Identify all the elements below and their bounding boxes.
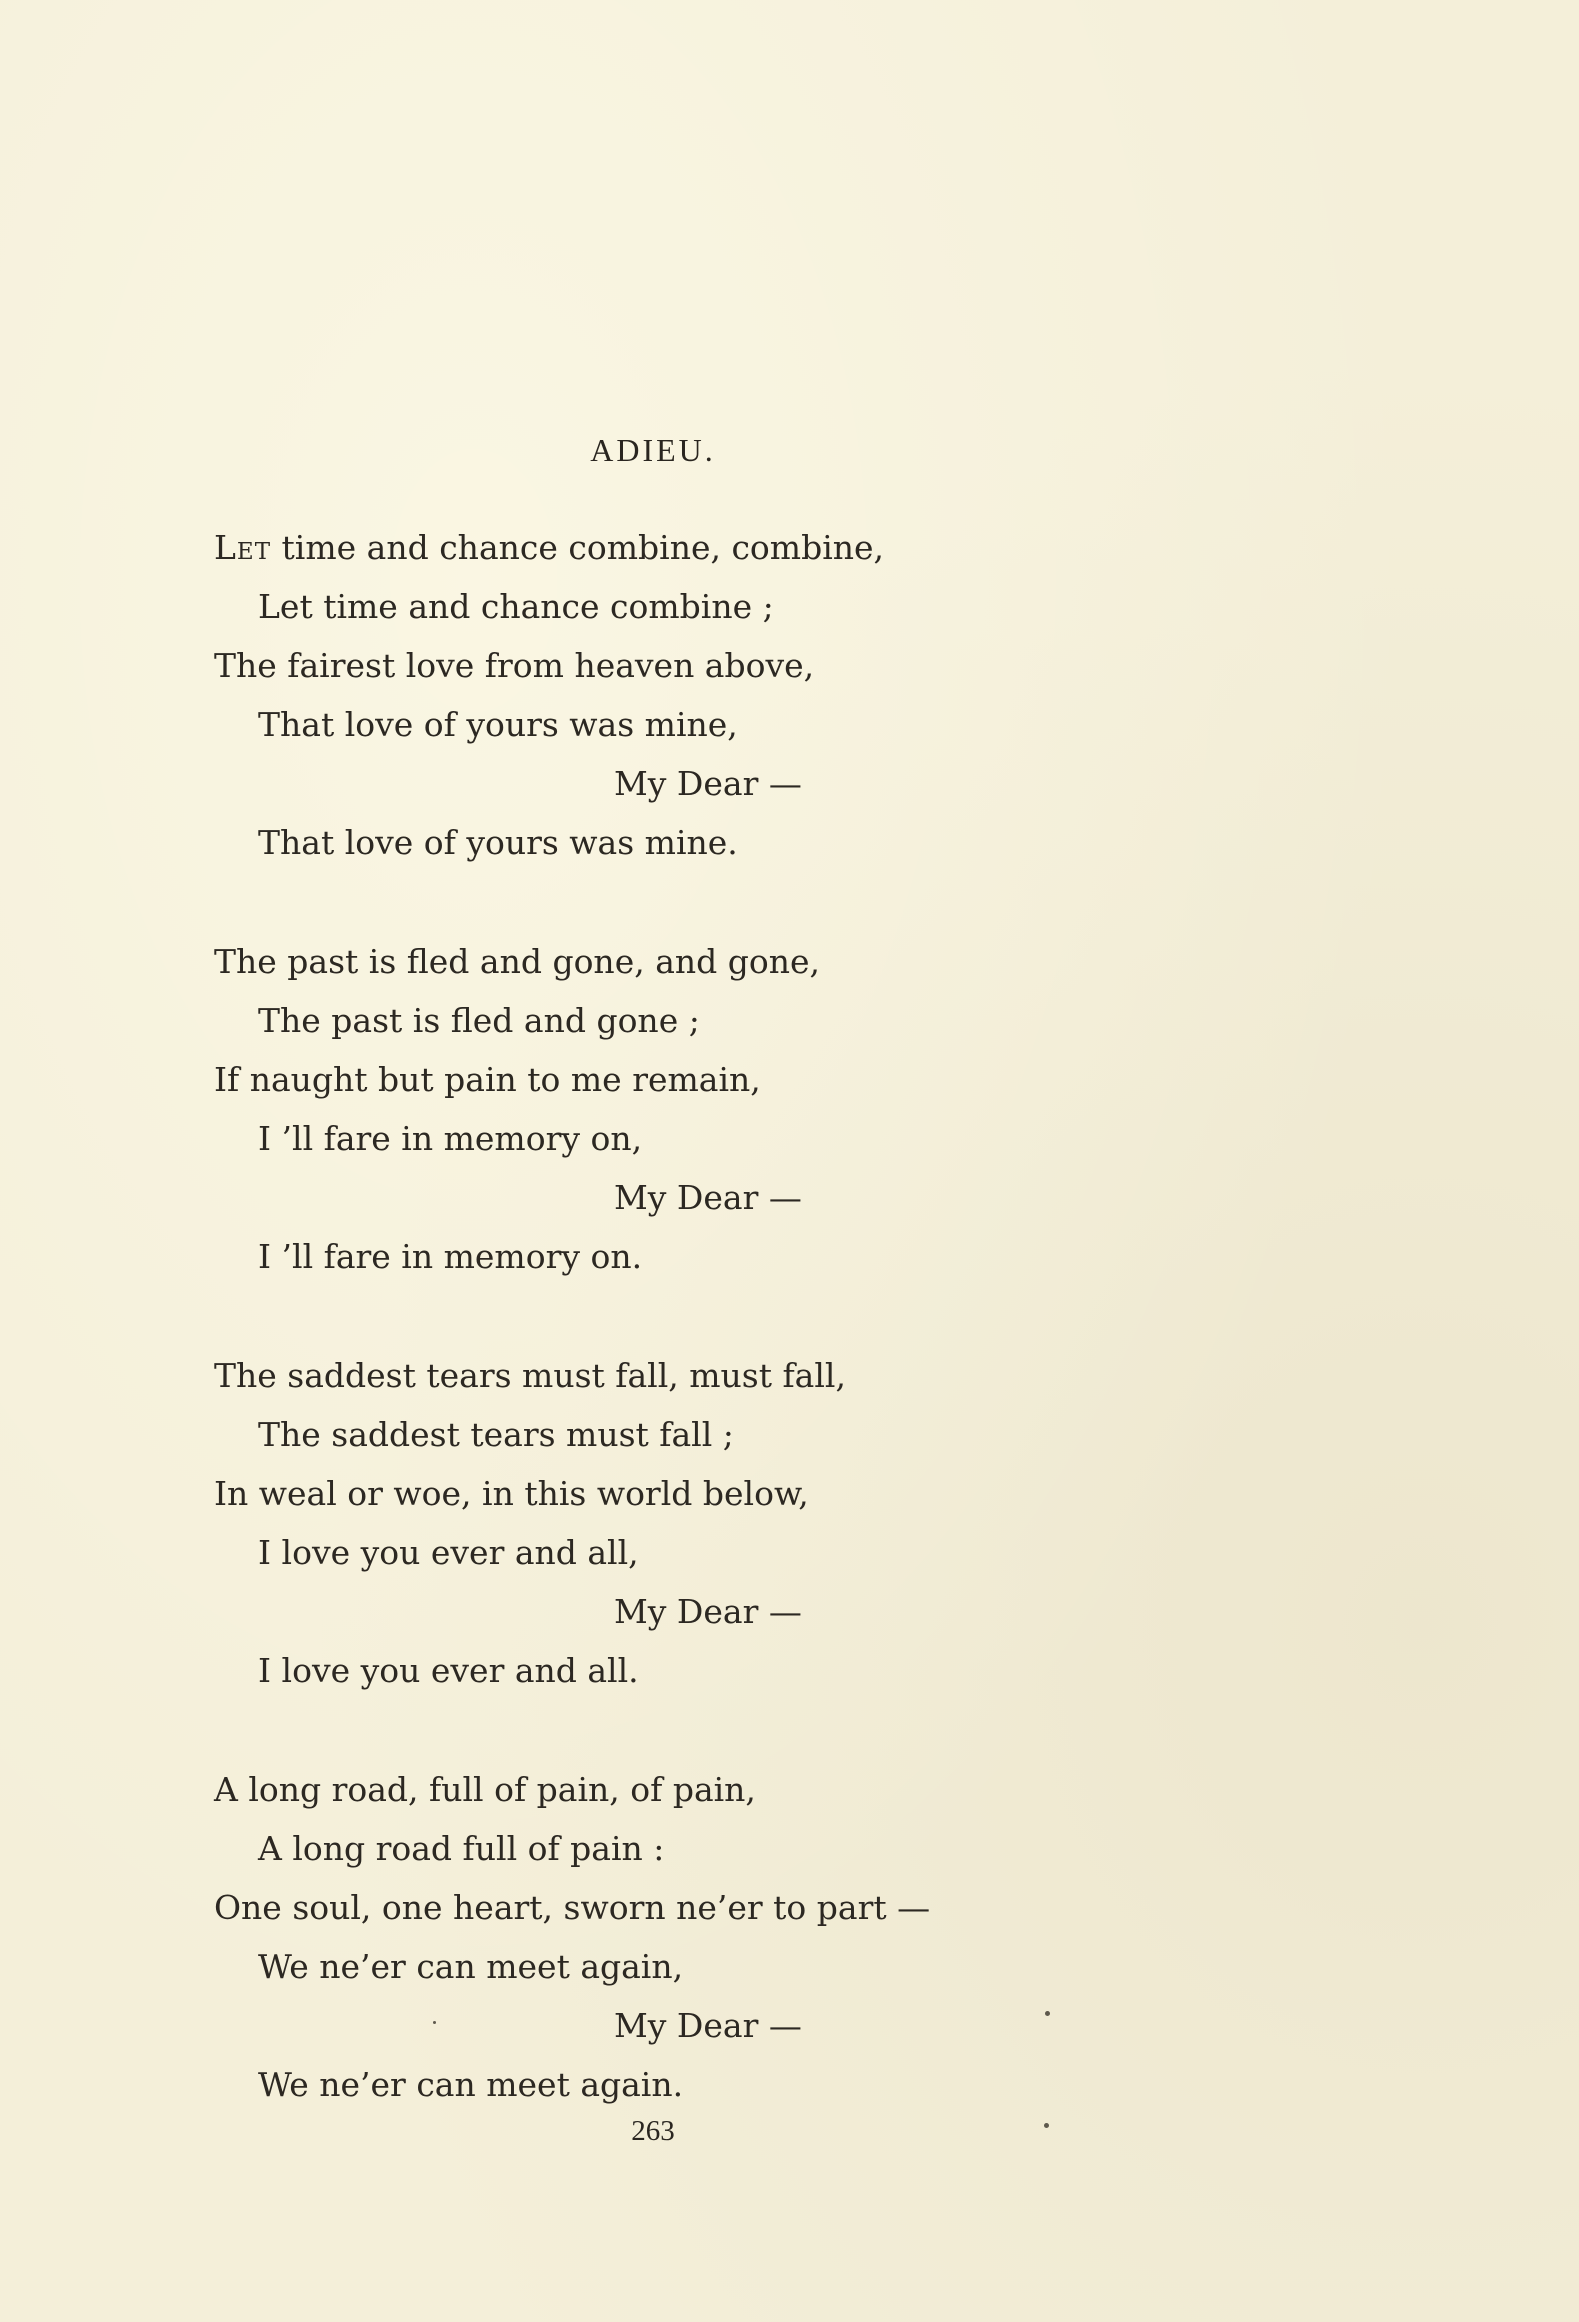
refrain-line bbox=[214, 1582, 1074, 1641]
line-text: A long road, full of pain, of pain, bbox=[214, 1770, 756, 1809]
poem-line bbox=[214, 1346, 1074, 1405]
line-text: A long road full of pain : bbox=[258, 1829, 665, 1868]
ink-speck bbox=[1044, 2123, 1049, 2128]
line-text: My Dear — bbox=[614, 1178, 802, 1217]
line-text: One soul, one heart, sworn ne’er to part — bbox=[214, 1888, 931, 1927]
line-text: My Dear — bbox=[614, 1592, 802, 1631]
poem-line bbox=[214, 1760, 1074, 1819]
line-text: I ’ll fare in memory on. bbox=[258, 1237, 643, 1276]
poem-line bbox=[214, 695, 1074, 754]
line-text: I ’ll fare in memory on, bbox=[258, 1119, 643, 1158]
poem-line bbox=[214, 1405, 1074, 1464]
line-text: We ne’er can meet again, bbox=[258, 1947, 684, 1986]
stanza bbox=[214, 932, 1074, 1286]
stanza bbox=[214, 1346, 1074, 1700]
poem-line bbox=[214, 991, 1074, 1050]
line-text: We ne’er can meet again. bbox=[258, 2065, 684, 2104]
poem-line bbox=[214, 1464, 1074, 1523]
refrain-line bbox=[214, 1168, 1074, 1227]
refrain-line bbox=[214, 754, 1074, 813]
line-text: My Dear — bbox=[614, 2006, 802, 2045]
poem-line bbox=[214, 1641, 1074, 1700]
line-text: My Dear — bbox=[614, 764, 802, 803]
poem-title: ADIEU. bbox=[590, 432, 716, 468]
page-number: 263 bbox=[631, 2115, 675, 2147]
poem-line bbox=[214, 1937, 1074, 1996]
poem-line bbox=[214, 1227, 1074, 1286]
line-text: I love you ever and all. bbox=[258, 1651, 639, 1690]
line-text: In weal or woe, in this world below, bbox=[214, 1474, 809, 1513]
stanza bbox=[214, 1760, 1074, 2114]
poem-line bbox=[214, 1878, 1074, 1937]
line-text: That love of yours was mine, bbox=[258, 705, 738, 744]
poem-line bbox=[214, 577, 1074, 636]
line-text: The fairest love from heaven above, bbox=[214, 646, 815, 685]
ink-speck bbox=[1045, 2011, 1050, 2016]
poem-line bbox=[214, 1050, 1074, 1109]
poem-line bbox=[214, 636, 1074, 695]
poem-line bbox=[214, 2055, 1074, 2114]
poem-line bbox=[214, 932, 1074, 991]
line-text: The past is fled and gone ; bbox=[258, 1001, 700, 1040]
line-text: I love you ever and all, bbox=[258, 1533, 639, 1572]
line-text: If naught but pain to me remain, bbox=[214, 1060, 761, 1099]
poem-line bbox=[214, 813, 1074, 872]
poem-line bbox=[214, 518, 1074, 577]
ink-speck bbox=[433, 2021, 436, 2024]
poem-line bbox=[214, 1109, 1074, 1168]
poem-line bbox=[214, 1819, 1074, 1878]
refrain-line bbox=[214, 1996, 1074, 2055]
line-text: time and chance combine, combine, bbox=[271, 528, 885, 567]
line-text: The saddest tears must fall ; bbox=[258, 1415, 734, 1454]
stanza bbox=[214, 518, 1074, 872]
line-text: The saddest tears must fall, must fall, bbox=[214, 1356, 846, 1395]
line-text: Let time and chance combine ; bbox=[258, 587, 774, 626]
poem-body bbox=[214, 518, 1074, 2174]
line-text: The past is fled and gone, and gone, bbox=[214, 942, 821, 981]
small-caps-lead-word: Let bbox=[214, 528, 272, 567]
line-text: That love of yours was mine. bbox=[258, 823, 738, 862]
poem-line bbox=[214, 1523, 1074, 1582]
